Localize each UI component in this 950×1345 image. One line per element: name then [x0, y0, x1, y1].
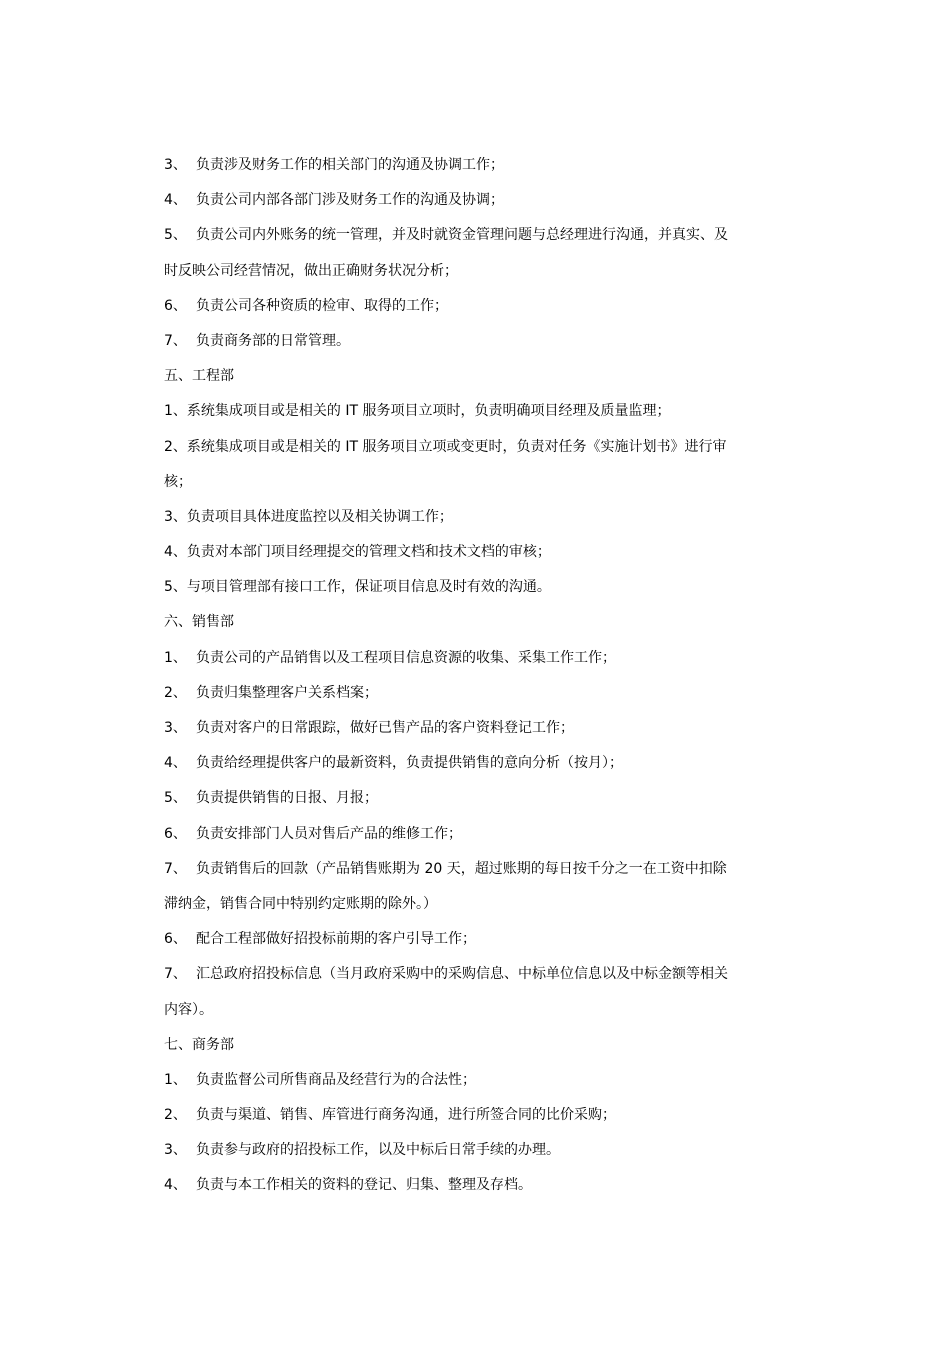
- text-line: [164, 993, 792, 1028]
- document-page: [164, 148, 792, 1204]
- line-text: 负责对客户的日常跟踪，做好已售产品的客户资料登记工作；: [196, 720, 574, 736]
- text-line: [164, 430, 792, 465]
- list-number: 2、: [164, 684, 187, 701]
- text-line: [164, 641, 792, 676]
- text-line: [164, 746, 792, 781]
- list-number: 4、: [164, 755, 187, 772]
- text-line: [164, 1098, 792, 1133]
- list-number: 6、: [164, 825, 187, 842]
- list-number: 5、: [164, 579, 187, 596]
- line-text: 五、工程部: [164, 368, 234, 385]
- list-number: 3、: [164, 720, 187, 736]
- text-line: [164, 218, 792, 253]
- list-number: 3、: [164, 1142, 187, 1159]
- list-number: 1、: [164, 403, 187, 420]
- line-text: 负责对本部门项目经理提交的管理文档和技术文档的审核；: [186, 544, 551, 561]
- text-line: [164, 1028, 792, 1063]
- text-line: [164, 781, 792, 816]
- text-line: [164, 957, 792, 992]
- line-text: 负责安排部门人员对售后产品的维修工作；: [196, 825, 462, 842]
- line-text: 七、商务部: [164, 1036, 234, 1053]
- text-line: [164, 887, 792, 922]
- text-line: [164, 676, 792, 711]
- list-number: 2、: [164, 438, 187, 455]
- text-line: [164, 289, 792, 324]
- list-number: 4、: [164, 1177, 187, 1194]
- list-number: 1、: [164, 1071, 187, 1088]
- line-text: 负责公司各种资质的检审、取得的工作；: [196, 297, 448, 314]
- line-text: 负责公司的产品销售以及工程项目信息资源的收集、采集工作工作；: [196, 649, 616, 666]
- line-text: 配合工程部做好招投标前期的客户引导工作；: [196, 931, 476, 948]
- list-number: 6、: [164, 297, 187, 314]
- list-number: 6、: [164, 931, 187, 948]
- text-line: [164, 535, 792, 570]
- line-text: 系统集成项目或是相关的 IT 服务项目立项或变更时，负责对任务《实施计划书》进行审: [186, 438, 727, 455]
- line-text: 核；: [164, 473, 192, 490]
- line-text: 负责与渠道、销售、库管进行商务沟通，进行所签合同的比价采购；: [196, 1107, 616, 1124]
- line-text: 负责提供销售的日报、月报；: [196, 790, 378, 807]
- text-line: [164, 183, 792, 218]
- line-text: 负责涉及财务工作的相关部门的沟通及协调工作；: [196, 157, 504, 173]
- line-text: 负责与本工作相关的资料的登记、归集、整理及存档。: [196, 1177, 532, 1194]
- line-text: 与项目管理部有接口工作，保证项目信息及时有效的沟通。: [186, 579, 551, 596]
- text-line: [164, 465, 792, 500]
- text-line: [164, 254, 792, 289]
- line-text: 滞纳金，销售合同中特别约定账期的除外。）: [164, 895, 437, 912]
- line-text: 六、销售部: [164, 614, 234, 631]
- line-text: 时反映公司经营情况，做出正确财务状况分析；: [164, 262, 458, 279]
- text-line: [164, 570, 792, 605]
- line-text: 负责销售后的回款（产品销售账期为 20 天，超过账期的每日按千分之一在工资中扣除: [196, 860, 727, 877]
- line-text: 内容）。: [164, 1001, 213, 1018]
- text-line: [164, 852, 792, 887]
- text-line: [164, 500, 792, 535]
- line-text: 负责商务部的日常管理。: [196, 332, 350, 349]
- text-line: [164, 148, 792, 183]
- text-line: [164, 922, 792, 957]
- line-text: 负责公司内外账务的统一管理，并及时就资金管理问题与总经理进行沟通，并真实、及: [196, 227, 728, 244]
- list-number: 7、: [164, 332, 187, 349]
- text-line: [164, 711, 792, 746]
- list-number: 7、: [164, 966, 187, 983]
- line-text: 负责给经理提供客户的最新资料，负责提供销售的意向分析（按月）；: [196, 755, 623, 772]
- text-line: [164, 1168, 792, 1203]
- line-text: 负责项目具体进度监控以及相关协调工作；: [186, 508, 453, 525]
- text-line: [164, 1063, 792, 1098]
- list-number: 5、: [164, 790, 187, 807]
- text-line: [164, 394, 792, 429]
- text-line: [164, 817, 792, 852]
- line-text: 负责公司内部各部门涉及财务工作的沟通及协调；: [196, 192, 504, 209]
- line-text: 汇总政府招投标信息（当月政府采购中的采购信息、中标单位信息以及中标金额等相关: [196, 966, 728, 983]
- line-text: 负责归集整理客户关系档案；: [196, 684, 378, 701]
- list-number: 3、: [164, 157, 187, 173]
- text-line: [164, 359, 792, 394]
- line-text: 负责参与政府的招投标工作，以及中标后日常手续的办理。: [196, 1142, 560, 1159]
- list-number: 1、: [164, 649, 187, 666]
- text-line: [164, 605, 792, 640]
- list-number: 2、: [164, 1107, 187, 1124]
- list-number: 7、: [164, 860, 187, 877]
- line-text: 负责监督公司所售商品及经营行为的合法性；: [196, 1071, 476, 1088]
- list-number: 3、: [164, 508, 187, 525]
- text-line: [164, 1133, 792, 1168]
- list-number: 4、: [164, 544, 187, 561]
- line-text: 系统集成项目或是相关的 IT 服务项目立项时，负责明确项目经理及质量监理；: [186, 403, 671, 420]
- list-number: 5、: [164, 227, 187, 244]
- text-line: [164, 324, 792, 359]
- list-number: 4、: [164, 192, 187, 209]
